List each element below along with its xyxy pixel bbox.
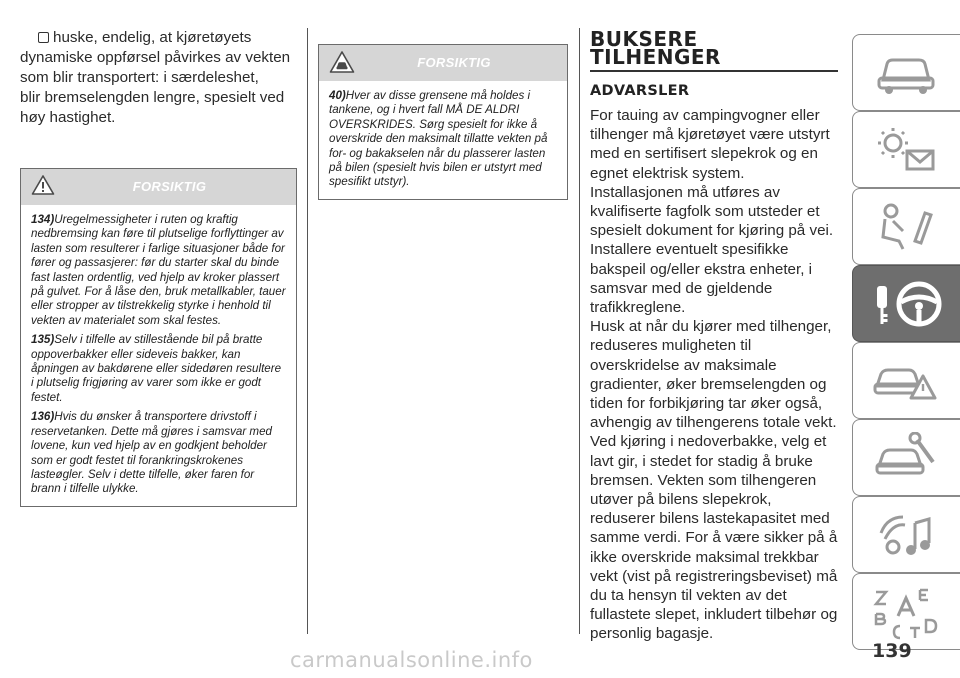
alphabetical-index-icon xyxy=(870,584,942,640)
paragraph: Installere eventuelt spesifikke bakspeil og/eller ekstra enheter, i samsvar med de gjeldende trafikkreglene. xyxy=(590,241,813,317)
subheading: ADVARSLER xyxy=(590,83,690,99)
chapter-tab-dashboard[interactable] xyxy=(852,34,960,111)
right-column xyxy=(590,27,840,644)
note-text: Selv i tilfelle av stillestående bil på bratte oppoverbakker eller sideveis bakker, kan åpningen av bakdørene eller sidedøren resultere i plutselig frigjøring av varer som ikke er godt festet. xyxy=(31,333,282,404)
paragraph: Husk at når du kjører med tilhenger, reduseres muligheten til overskridelse av maksimale gradienter, øker bremselengden og tiden for forbikjøring tar øker også, avhengig av tilhengerens totale vekt. xyxy=(590,318,837,432)
middle-column xyxy=(318,44,568,200)
intro-paragraph xyxy=(20,28,297,128)
title-underline xyxy=(590,70,838,72)
section-title-line: TILHENGER xyxy=(590,45,721,69)
column-divider-left xyxy=(307,28,308,634)
caution-title: FORSIKTIG xyxy=(417,55,491,70)
left-column xyxy=(20,28,297,507)
multimedia-music-icon xyxy=(875,509,937,561)
chapter-tab-driving[interactable] xyxy=(852,265,960,342)
maintenance-wrench-icon xyxy=(873,432,939,484)
note-text: Uregelmessigheter i ruten og kraftig nedbremsing kan føre til plutselige forflyttinger av lasten som resulterer i farlige situasjoner både for fører og passasjerer: før du starter skal du binde fast lasten ordentlig, ved hjelp av kroker plassert på gulvet. For å låse den, bruk metallkabler, tauer eller stropper av tilstrekkelig styrke i henhold til vekten av materialet som skal festes. xyxy=(31,213,286,327)
paragraph: Ved kjøring i nedoverbakke, velg et lavt gir, i stedet for stadig å bruke bremsen. Vekten som tilhengeren utøver på bilens slepekrok, reduserer bilens lastekapasitet med samme verdi. For å være sikker på å ikke overskride maksimal trekkbar vekt (vist på registreringsbeviset) må du ta hensyn til vekten av det fullastete slepet, inkludert tilbehør og personlig bagasje. xyxy=(590,433,838,643)
intro-line: høy hastighet. xyxy=(20,109,116,126)
caution-header xyxy=(21,169,296,205)
checkbox-bullet-icon xyxy=(38,32,49,43)
warning-car-icon xyxy=(873,356,939,406)
chapter-tab-safety[interactable] xyxy=(852,188,960,265)
caution-note xyxy=(329,89,557,190)
caution-box-middle xyxy=(318,44,568,200)
chapter-tab-maintenance[interactable] xyxy=(852,419,960,496)
note-text: Hvis du ønsker å transportere drivstoff i reservetanken. Dette må gjøres i samsvar med lovene, kun ved hjelp av en godkjent beholder som er godt festet til forankringskrokenes lasteøgler. Selv i dette tilfelle, øker faren for brann i tilfelle ulykke. xyxy=(31,410,272,496)
chapter-tab-index[interactable] xyxy=(852,573,960,650)
car-dashboard-icon xyxy=(875,50,937,96)
chapter-tabs xyxy=(852,34,960,650)
caution-header xyxy=(319,45,567,81)
car-warning-icon xyxy=(329,50,355,74)
intro-line: huske, endelig, at kjøretøyets xyxy=(53,29,252,46)
lights-envelope-icon xyxy=(873,125,939,175)
warning-triangle-icon xyxy=(31,174,55,196)
key-steering-wheel-icon xyxy=(869,276,945,332)
caution-note xyxy=(31,410,286,496)
page-number: 139 xyxy=(872,640,912,662)
intro-line: som blir transportert: i særdeleshet, xyxy=(20,69,259,86)
note-number: 136) xyxy=(31,410,55,424)
caution-box-left xyxy=(20,168,297,507)
caution-title: FORSIKTIG xyxy=(132,179,207,194)
section-title xyxy=(590,27,840,69)
note-number: 40) xyxy=(329,89,346,102)
seat-airbag-icon xyxy=(873,201,939,253)
caution-body xyxy=(21,205,296,506)
chapter-tab-lights[interactable] xyxy=(852,111,960,188)
intro-line: blir bremselengden lengre, spesielt ved xyxy=(20,89,285,106)
section-title-line: BUKSERE xyxy=(590,27,698,51)
body-text xyxy=(590,106,840,644)
note-number: 135) xyxy=(31,333,55,347)
caution-body xyxy=(319,81,567,199)
watermark: carmanualsonline.info xyxy=(290,648,533,672)
column-divider-right xyxy=(579,28,580,634)
paragraph: For tauing av campingvogner eller tilhenger må kjøretøyet være utstyrt med en sertifisert slepekrok og en egnet elektrisk system. Installasjonen må utføres av kvalifiserte fagfolk som utsteder et spesielt dokument for kjøring på vei. xyxy=(590,107,834,240)
chapter-tab-multimedia[interactable] xyxy=(852,496,960,573)
note-text: Hver av disse grensene må holdes i tankene, og i hvert fall MÅ DE ALDRI OVERSKRIDES. Sørg spesielt for ikke å overskride den maksimalt tillatte vekten på for- og bakakselen når du plasserer lasten på bilen (spesielt hvis bilen er utstyrt med spesifikt utstyr). xyxy=(329,89,548,189)
intro-line: dynamiske oppførsel påvirkes av vekten xyxy=(20,49,291,66)
caution-note xyxy=(31,213,286,328)
chapter-tab-emergency[interactable] xyxy=(852,342,960,419)
note-number: 134) xyxy=(31,213,55,226)
caution-note xyxy=(31,333,286,405)
